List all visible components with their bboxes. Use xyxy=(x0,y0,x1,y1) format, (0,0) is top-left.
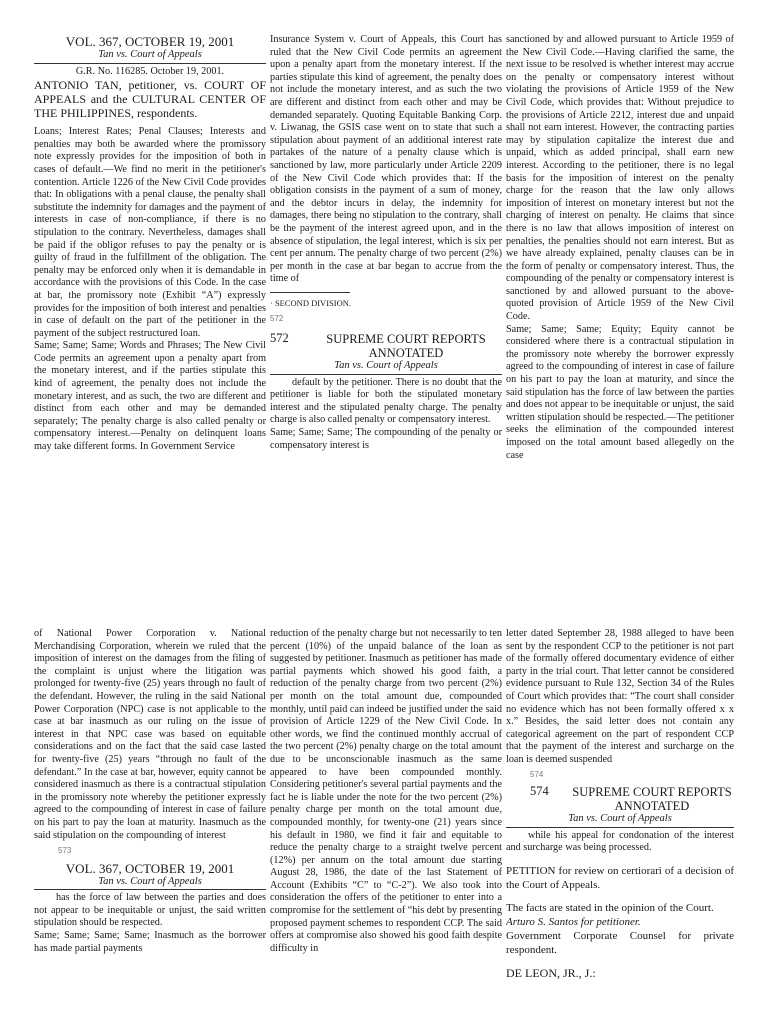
top-column-1 xyxy=(34,34,266,554)
top-column-3 xyxy=(506,34,734,554)
facts-line: The facts are stated in the opinion of the Court. xyxy=(506,901,714,914)
syllabus-paragraph: Same; Same; Same; Equity; Equity cannot be considered where there is a contractual stipulation in the promissory note whereby the borrower expressly agreed to the compounding of interest in case of failure on his part to pay the loan at maturity, and since the said stipulation has the force of law between the parties and does not appear to be inequitable or unjust, the said written stipulation should be respected.—The petitioner seeks the elimination of the compounded interest imposed on the total amount based allegedly on the case xyxy=(506,323,734,461)
running-header-volume: VOL. 367, OCTOBER 19, 2001 xyxy=(65,860,235,876)
opinion-paragraph: of National Power Corporation v. National Merchandising Corporation, wherein we ruled that the imposition of interest on the damages from the filing of the complaint is unjust where the litigation was prolonged for twenty-five (25) years through no fault of the defendant. However, the ruling in the said National Power Corporation (NPC) case is not applicable to the case at bar inasmuch as our ruling on the issue of interest in that NPC case was based on equitable considerations and on the fact that the said case lasted for twenty-five (25) years “through no fault of the defendant.” In the case at bar, however, equity cannot be considered inasmuch as there is a contractual stipulation in the promissory note whereby the petitioner expressly agreed to the compounding of interest in case of failure on his part to pay the loan at maturity. Inasmuch as the said stipulation on the compounding of interest xyxy=(34,628,266,841)
counsel-petitioner xyxy=(506,915,734,929)
page-header-574 xyxy=(506,785,734,813)
opinion-paragraph: letter dated September 28, 1988 alleged to have been sent by the respondent CCP to the petitioner is not part of the formally offered documentary evidence of either party in the trial court. That letter cannot be considered evidence pursuant to Rule 132, Section 34 of the Rules of Court which provides that: “The court shall consider no evidence which has not been formally offered x x x.” Besides, the said letter does not contain any categorical agreement on the part of respondent CCP that the payment of the interest and surcharge on the loan is deemed suspended xyxy=(506,628,734,765)
petition-line: PETITION for review on certiorari of a decision of the Court of Appeals. xyxy=(506,864,734,891)
syllabus-paragraph: Insurance System v. Court of Appeals, this Court has ruled that the New Civil Code permits an agreement upon a penalty apart from the monetary interest. If the parties stipulate this kind of agreement, the penalty does not include the monetary interest, and as such the two are different and distinct from each other and may be demanded separately. Quoting Equitable Banking Corp. v. Liwanag, the GSIS case went on to state that such a stipulation about payment of an additional interest rate partakes of the nature of a penalty clause which is sanctioned by law, more particularly under Article 2209 of the New Civil Code which provides that: If the obligation consists in the payment of a sum of money, and the debtor incurs in delay, the indemnity for damages, there being no stipulation to the contrary, shall be the payment of the interest agreed upon, and in the absence of stipulation, the legal interest, which is six per cent per annum. The penalty charge of two percent (2%) per month in the case at bar began to accrue from the time of xyxy=(270,34,502,285)
running-header-case: Tan vs. Court of Appeals xyxy=(34,49,266,64)
bottom-column-2 xyxy=(270,628,502,1024)
case-number: G.R. No. 116285. October 19, 2001. xyxy=(75,65,225,77)
running-header-case: Tan vs. Court of Appeals xyxy=(34,876,266,891)
reporter-title: SUPREME COURT REPORTS ANNOTATED xyxy=(326,332,486,361)
syllabus-paragraph: default by the petitioner. There is no doubt that the petitioner is liable for both the stipulated monetary interest and the stipulated penalty charge. The penalty charge is also called penalty or compensatory interest. xyxy=(270,376,502,426)
page-number-small: 574 xyxy=(530,769,544,779)
running-header-volume: VOL. 367, OCTOBER 19, 2001 xyxy=(65,34,235,49)
footnote-division: · SECOND DIVISION. xyxy=(270,297,351,308)
page-header-572 xyxy=(270,332,502,360)
bottom-column-3 xyxy=(506,628,734,1024)
running-header-case: Tan vs. Court of Appeals xyxy=(506,813,734,828)
syllabus-paragraph: Loans; Interest Rates; Penal Clauses; Interests and penalties may both be awarded where the promissory note expressly provides for the imposition of both in cases of default.—We find no merit in the petitioner's contention. Article 1226 of the New Civil Code provides that: In obligations with a penal clause, the penalty shall substitute the indemnity for damages and the payment of interests in case of non-compliance, if there is no stipulation to the contrary. Nevertheless, damages shall be paid if the obligor refuses to pay the penalty or is guilty of fraud in the fulfillment of the obligation. The penalty may be enforced only when it is demandable in accordance with the provisions of this Code. In the case at bar, the promissory note (Exhibit “A”) expressly provides for the imposition of both interest and penalties in case of default on the part of the petitioner in the payment of the subject restructured loan. xyxy=(34,126,266,339)
ponente: DE LEON, JR., J.: xyxy=(506,965,596,980)
opinion-paragraph: has the force of law between the parties and does not appear to be inequitable or unjust, the said written stipulation should be respected. xyxy=(34,892,266,929)
syllabus-paragraph: Same; Same; Same; Same; Inasmuch as the borrower has made partial payments xyxy=(34,930,266,954)
page-number-small: 572 xyxy=(270,314,284,324)
page-number: 572 xyxy=(270,331,289,346)
counsel-name: Arturo S. Santos for petitioner. xyxy=(506,915,641,928)
reporter-title: SUPREME COURT REPORTS ANNOTATED xyxy=(572,785,732,814)
opinion-paragraph: while his appeal for condonation of the interest and surcharge was being processed. xyxy=(506,829,734,854)
syllabus-paragraph: Same; Same; Same; Words and Phrases; The New Civil Code permits an agreement upon a penalty apart from the monetary interest, and if the parties stipulate this kind of agreement, the penalty does not include the monetary interest, and as such, the two are different and distinct from each other and may be demanded separately; The penalty charge is also called penalty or compensatory interest.—Penalty on delinquent loans may take different forms. In Government Service xyxy=(34,340,266,453)
footnote-rule xyxy=(270,292,350,293)
opinion-paragraph: reduction of the penalty charge but not necessarily to ten percent (10%) of the unpaid balance of the loan as suggested by petitioner. Inasmuch as petitioner has made partial payments which showed his good faith, a reduction of the penalty charge from two percent (2%) per month on the total amount due, compounded monthly, until paid can indeed be justified under the said provision of Article 1229 of the New Civil Code. In other words, we find the continued monthly accrual of the two percent (2%) penalty charge on the total amount due to be unconscionable inasmuch as the same appeared to have been compounded monthly. Considering petitioner's several partial payments and the fact he is liable under the note for the two percent (2%) penalty charge per month on the total amount due, compounded monthly, for twenty-one (21) years since his default in 1980, we find it fair and equitable to reduce the penalty charge to a straight twelve percent (12%) per annum on the total amount due starting August 28, 1986, the date of the last Statement of Account (Exhibits “C” to “C-2”). We also took into consideration the offers of the petitioner to enter into a compromise for the settlement of “his debt by presenting proposed payment schemes to respondent CCP. The said offers at compromise also showed his good faith despite difficulty in xyxy=(270,628,502,954)
syllabus-paragraph: sanctioned by and allowed pursuant to Article 1959 of the New Civil Code.—Having clarified the same, the next issue to be resolved is whether interest may accrue on the penalty or compensatory interest without violating the provisions of Article 1959 of the New Civil Code, which provides that: Without prejudice to the provisions of Article 2212, interest due and unpaid shall not earn interest. However, the contracting parties may by stipulation capitalize the interest due and unpaid, which as added principal, shall earn new interest. According to the petitioner, there is no legal basis for the imposition of interest on the penalty charge for the reason that the law only allows imposition of interest on monetary interest but not the charging of interest on penalty. He claims that since there is no law that allows imposition of interest on penalties, the penalties should not earn interest. But as we have already explained, penalty clauses can be in the form of penalty or compensatory interest. Thus, the compounding of the penalty or compensatory interest is sanctioned by and allowed pursuant to the above-quoted provision of Article 1959 of the New Civil Code. xyxy=(506,34,734,323)
page-number: 574 xyxy=(530,784,549,799)
counsel-respondent: Government Corporate Counsel for private respondent. xyxy=(506,929,734,956)
case-parties: ANTONIO TAN, petitioner, vs. COURT OF APPEALS and the CULTURAL CENTER OF THE PHILIPPINES, respondents. xyxy=(34,78,266,121)
syllabus-paragraph: Same; Same; Same; The compounding of the penalty or compensatory interest is xyxy=(270,427,502,451)
running-header-case: Tan vs. Court of Appeals xyxy=(270,360,502,375)
bottom-column-1 xyxy=(34,628,266,1024)
page-number-small: 573 xyxy=(58,846,72,856)
top-column-2 xyxy=(270,34,502,554)
